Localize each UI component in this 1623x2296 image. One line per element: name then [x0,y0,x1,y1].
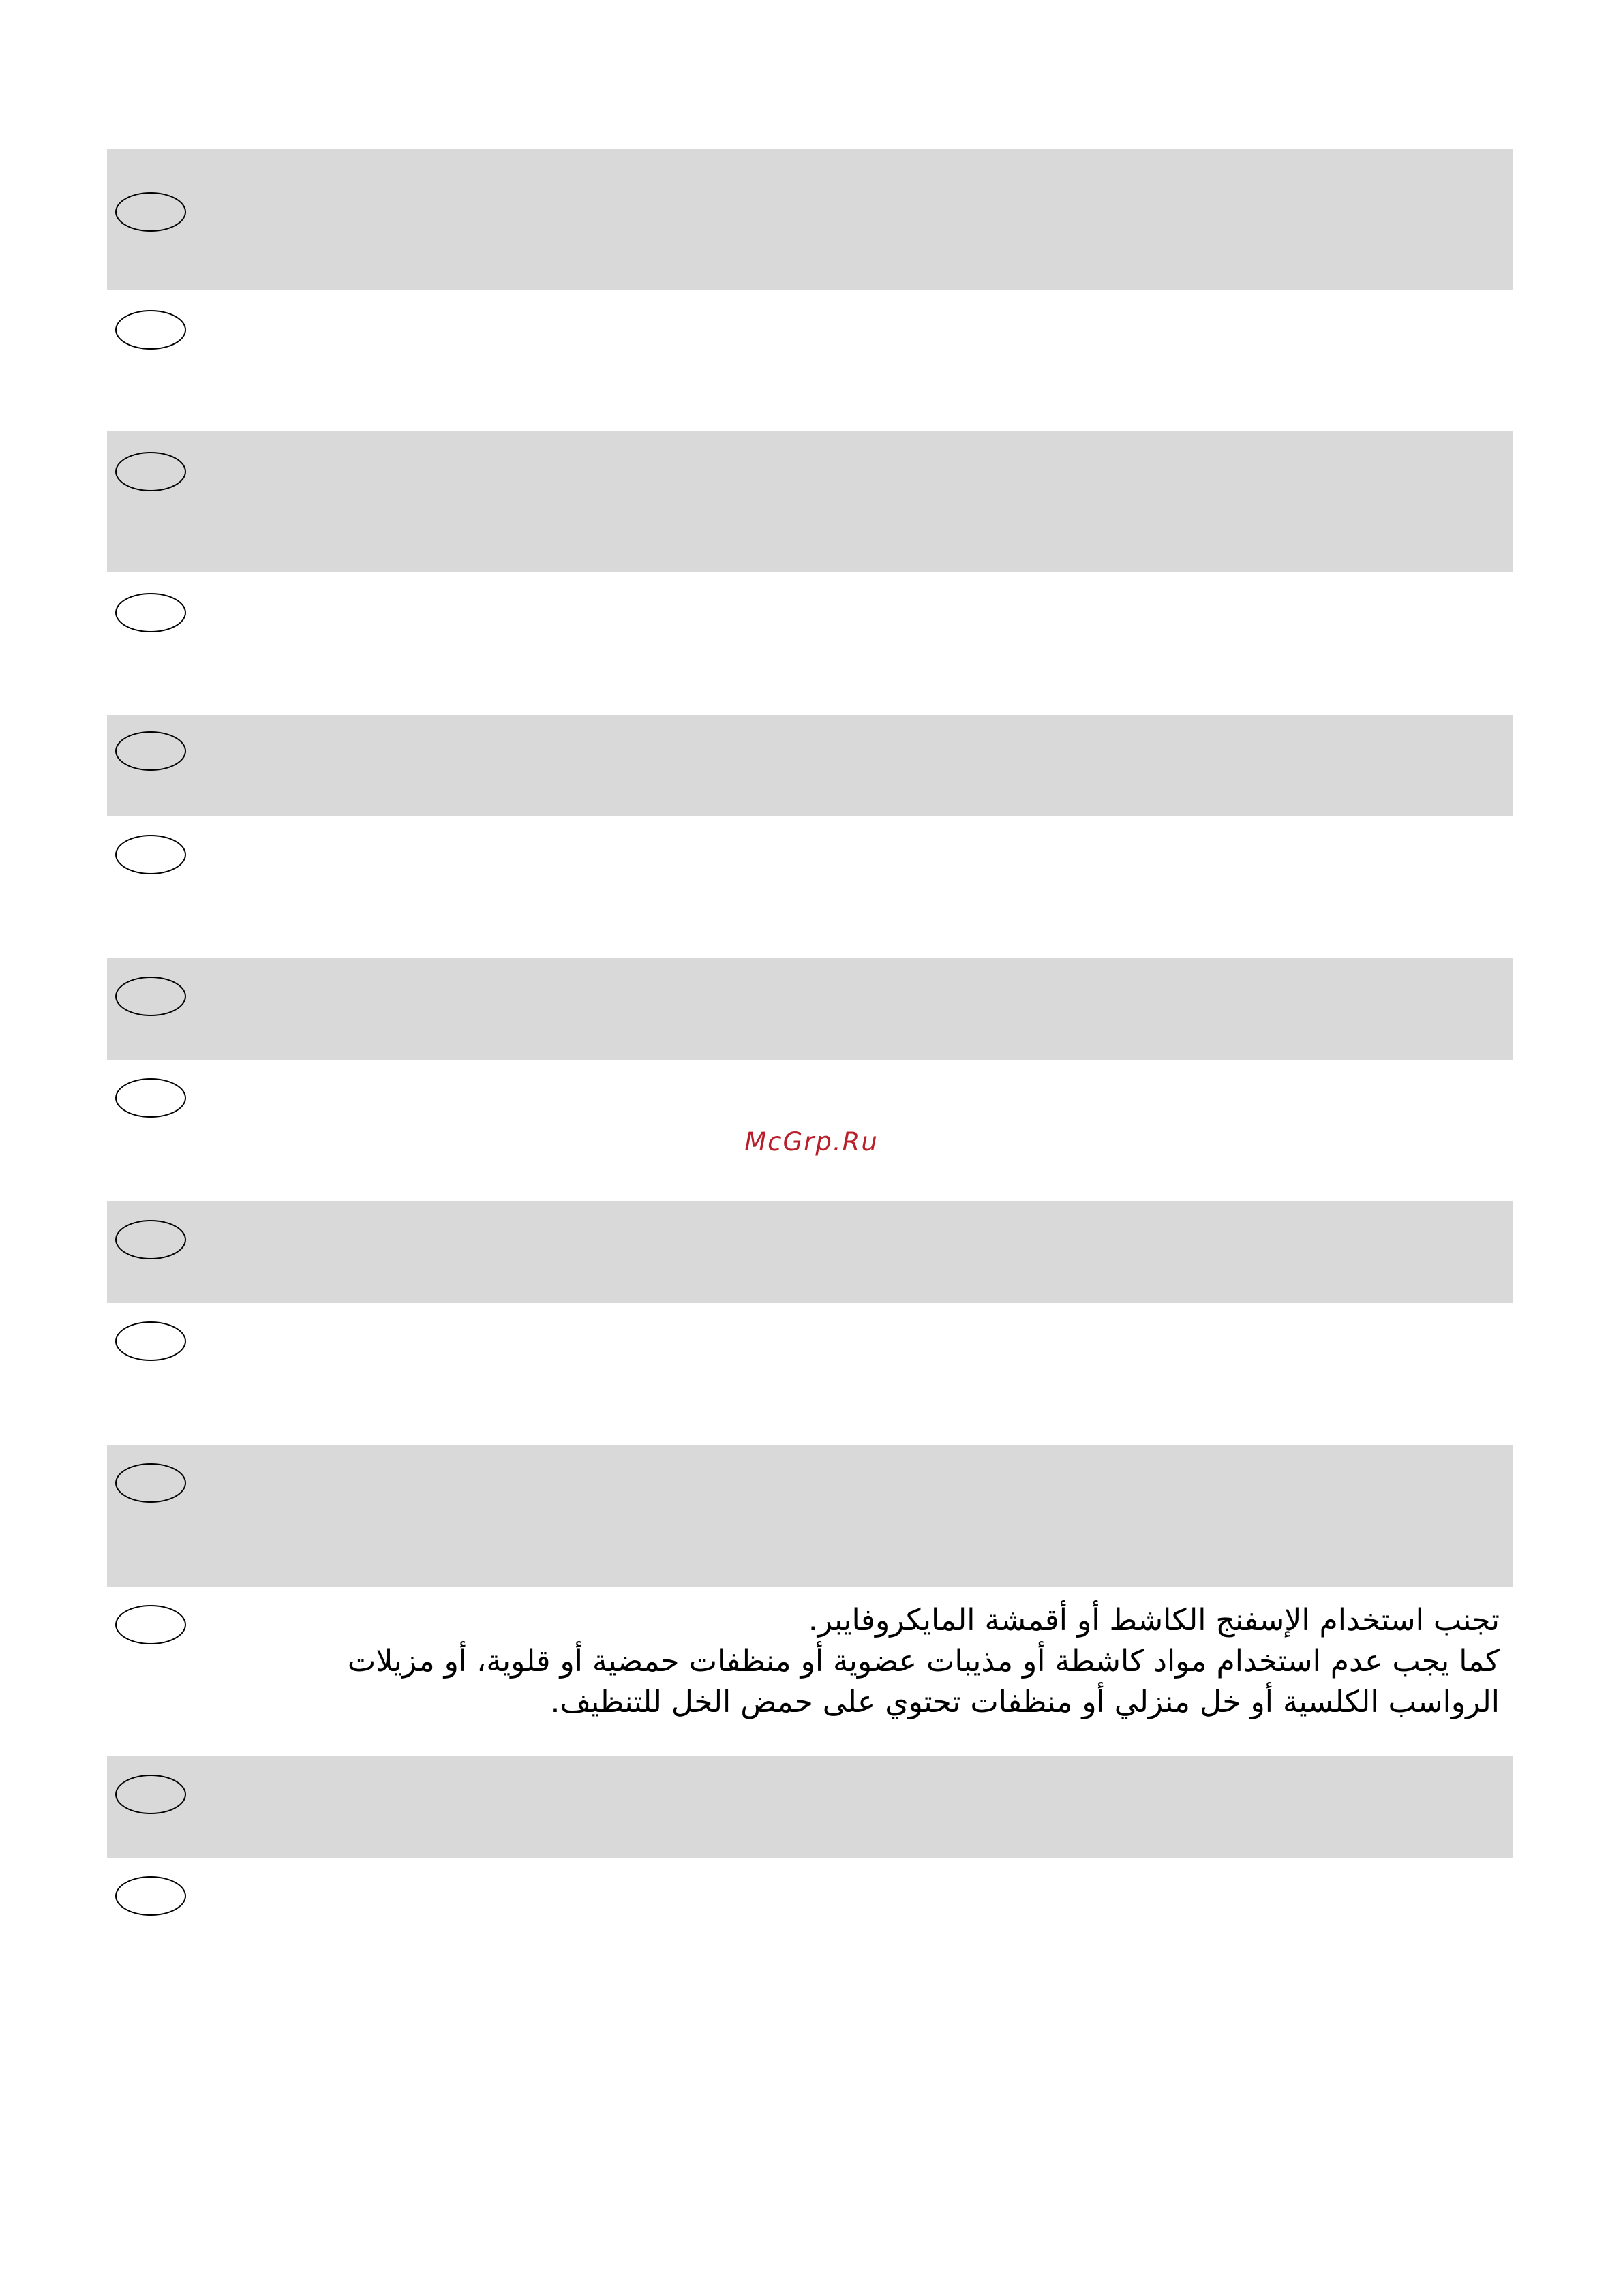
row-marker-bubble-6 [115,835,186,874]
row-marker-bubble-2 [115,310,186,350]
row-marker-bubble-1 [115,192,186,232]
row-marker-bubble-9 [115,1220,186,1259]
row-marker-bubble-11 [115,1463,186,1503]
section-row-14 [107,1858,1513,2000]
section-row-10 [107,1303,1513,1445]
row-marker-bubble-12 [115,1605,186,1644]
section-row-3 [107,431,1513,572]
row-marker-bubble-7 [115,977,186,1016]
row-marker-bubble-8 [115,1078,186,1118]
section-row-6 [107,816,1513,958]
section-row-9 [107,1201,1513,1303]
cleaning-note-line-3: الرواسب الكلسية أو خل منزلي أو منظفات تحتوي على حمض الخل للتنظيف. [550,1685,1500,1719]
section-row-1 [107,149,1513,290]
section-row-13 [107,1756,1513,1858]
row-marker-bubble-5 [115,731,186,771]
cleaning-note-line-2: كما يجب عدم استخدام مواد كاشطة أو مذيبات عضوية أو منظفات حمضية أو قلوية، أو مزيلات [347,1644,1500,1679]
watermark-text: McGrp.Ru [744,1127,879,1157]
row-marker-bubble-4 [115,593,186,632]
cleaning-note-line-1: تجنب استخدام الإسفنج الكاشط أو أقمشة المايكروفايبر. [808,1603,1500,1638]
row-marker-bubble-10 [115,1321,186,1361]
section-row-4 [107,572,1513,715]
section-row-2 [107,290,1513,431]
row-marker-bubble-13 [115,1775,186,1814]
section-row-7 [107,958,1513,1060]
row-marker-bubble-14 [115,1876,186,1916]
cleaning-note [232,1600,1500,1723]
row-marker-bubble-3 [115,452,186,491]
section-row-11 [107,1445,1513,1587]
section-row-5 [107,715,1513,816]
